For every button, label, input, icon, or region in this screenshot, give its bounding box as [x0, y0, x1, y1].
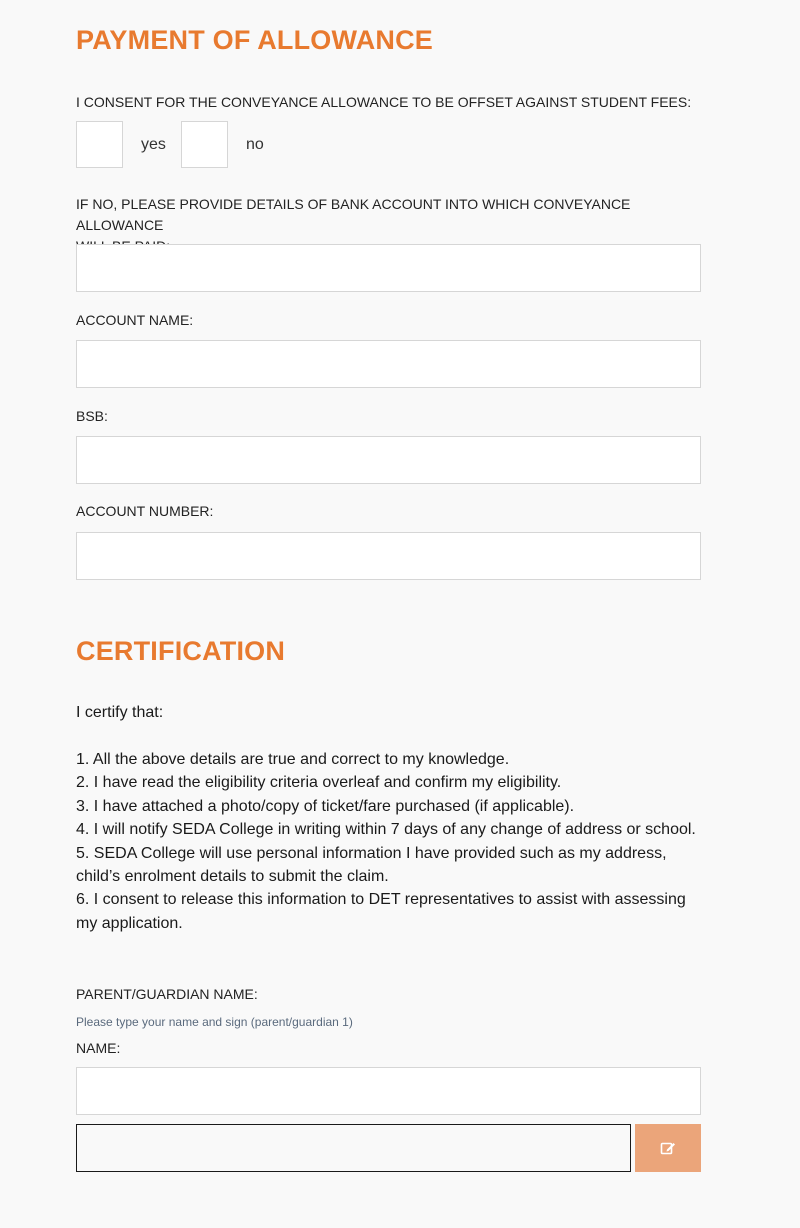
certification-section-title: CERTIFICATION: [76, 636, 286, 666]
list-item: 1. All the above details are true and correct to my knowledge.: [76, 751, 510, 768]
name-input[interactable]: [76, 1067, 701, 1115]
list-item: 3. I have attached a photo/copy of ticket/fare purchased (if applicable).: [76, 797, 575, 815]
list-item: 4. I will notify SEDA College in writing within 7 days of any change of address or school. 5. SEDA College will use personal information I have provided such as my address, child’s enrolment details to submit the claim.: [76, 821, 696, 886]
account-name-input[interactable]: [76, 340, 701, 388]
consent-yes-checkbox[interactable]: [76, 121, 123, 168]
list-item: 6. I consent to release this information to DET representatives to assist with assessing my application.: [76, 891, 686, 932]
guardian-name-label: PARENT/GUARDIAN NAME:: [76, 986, 258, 1002]
payment-section-title: PAYMENT OF ALLOWANCE: [76, 25, 434, 55]
consent-yes-label: yes: [141, 136, 166, 153]
account-number-input[interactable]: [76, 532, 701, 580]
name-label: NAME:: [76, 1040, 121, 1056]
account-number-label: ACCOUNT NUMBER:: [76, 503, 214, 519]
bank-details-input[interactable]: [76, 244, 701, 292]
certification-list: [76, 748, 702, 935]
consent-no-label: no: [246, 136, 264, 153]
sign-hint: Please type your name and sign (parent/guardian 1): [76, 1015, 353, 1029]
consent-label: I CONSENT FOR THE CONVEYANCE ALLOWANCE TO BE OFFSET AGAINST STUDENT FEES:: [76, 94, 692, 110]
signature-pad[interactable]: [76, 1124, 631, 1172]
bank-details-label-line1: IF NO, PLEASE PROVIDE DETAILS OF BANK ACCOUNT INTO WHICH CONVEYANCE ALLOWANCE: [76, 196, 631, 233]
list-item: 2. I have read the eligibility criteria overleaf and confirm my eligibility.: [76, 774, 562, 792]
account-name-label: ACCOUNT NAME:: [76, 312, 194, 328]
bsb-label: BSB:: [76, 408, 108, 424]
consent-no-checkbox[interactable]: [181, 121, 228, 168]
sign-button[interactable]: [635, 1124, 701, 1172]
bsb-input[interactable]: [76, 436, 701, 484]
certification-intro: I certify that:: [76, 704, 164, 721]
edit-icon: [660, 1140, 676, 1156]
